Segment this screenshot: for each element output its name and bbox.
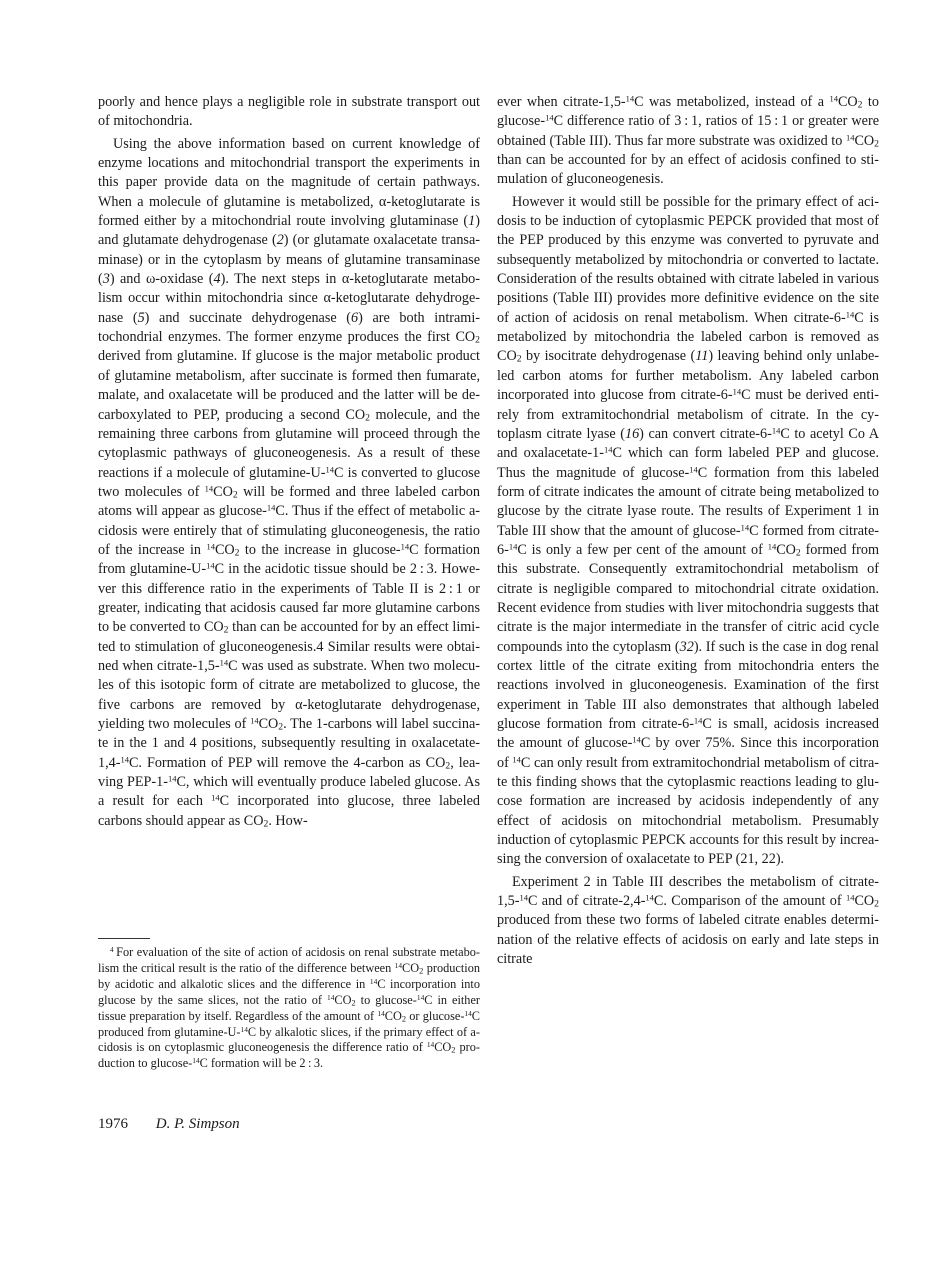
page-number: 1976	[98, 1116, 128, 1132]
right-text-column	[497, 93, 879, 969]
footnote-rule	[98, 938, 150, 939]
left-text-column	[98, 93, 480, 831]
paragraph: poorly and hence plays a negligible role in substrate transport out of mitochondria.	[98, 94, 480, 130]
page-footer	[98, 1114, 240, 1134]
footnote: $^4$ For evaluation of the site of action of acidosis on renal substrate metabolism the critical result is the ratio of the difference between $^{14}CO_2$ production by acidotic and alkalotic slices and the difference in $^{14}$C incorporation into glucose by the same slices, not the ratio of $^{14}CO_2$ to glucose-$^{14}$C in either tissue preparation by itself. Regardless of the amount of $^{14}CO_2$ or glucose-$^{14}$C produced from glutamine-U-$^{14}$C by alkalotic slices, if the primary effect of acidosis is on cytoplasmic gluconeogenesis the difference ratio of $^{14}CO_2$ production to glucose-$^{14}$C formation will be 2 : 3.	[98, 944, 481, 1071]
paragraph: Using the above information based on current knowledge of enzyme locations and mitochondrial transport the experiments in this paper provide data on the magnitude of certain pathways. When a molecule of glutamine is metabolized, α-ketoglutarate is formed either by a mitochondrial route involving glutaminase (1) and glutamate dehydrogenase (2) (or glutamate oxalacetate transaminase) or in the cytoplasm by means of glutamine transaminase (3) and ω-oxidase (4). The next steps in α-ketoglutarate metabolism occur within mitochondria since α-ketoglutarate dehydrogenase (5) and succinate dehydrogenase (6) are both intramitochondrial enzymes. The former enzyme produces the first $CO_2$ derived from glutamine. If glucose is the major metabolic product of glutamine metabolism, after succinate is formed then fumarate, malate, and oxalacetate will be produced and the latter will be decarboxylated to PEP, producing a second $CO_2$ molecule, and the remaining three carbons from glutamine will proceed through the cytoplasmic pathways of gluconeogenesis. As a result of these reactions if a molecule of glutamine-U-$^{14}$C is converted to glucose two molecules of $^{14}CO_2$ will be formed and three labeled carbon atoms will appear as glucose-$^{14}$C. Thus if the effect of metabolic acidosis were entirely that of stimulating gluconeogenesis, the ratio of the increase in $^{14}CO_2$ to the increase in glucose-$^{14}$C formation from glutamine-U-$^{14}$C in the acidotic tissue should be 2 : 3. However this difference ratio in the experiments of Table II is 2 : 1 or greater, indicating that acidosis caused far more glutamine carbons to be converted to $CO_2$ than can be accounted for by an effect limited to stimulation of gluconeogenesis.4 Similar results were obtained when citrate-1,5-$^{14}$C was used as substrate. When two molecules of this isotopic form of citrate are metabolized to glucose, the five carbons are removed by α-ketoglutarate dehydrogenase, yielding two molecules of $^{14}CO_2$. The 1-carbons will label succinate in the 1 and 4 positions, subsequently resulting in oxalacetate-1,4-$^{14}$C. Formation of PEP will remove the 4-carbon as $CO_2$, leaving PEP-1-$^{14}$C, which will eventually produce labeled glucose. As a result for each $^{14}$C incorporated into glucose, three labeled carbons should appear as $CO_2$. How-	[98, 135, 481, 830]
running-author: D. P. Simpson	[155, 1116, 240, 1132]
paragraph: However it would still be possible for the primary effect of acidosis to be induction of cytoplasmic PEPCK provided that most of the PEP produced by this enzyme was converted to pyruvate and subsequently metabolized by mitochondria or converted to lactate. Consideration of the results obtained with citrate labeled in various positions (Table III) provides more definitive evidence on the site of action of acidosis on renal metabolism. When citrate-6-$^{14}$C is metabolized by mitochondria the labeled carbon is removed as $CO_2$ by isocitrate dehydrogenase (11) leaving behind only unlabeled carbon atoms for further metabolism. Any labeled carbon incorporated into glucose from citrate-6-$^{14}$C must be derived entirely from extramitochondrial metabolism of citrate. In the cytoplasm citrate lyase (16) can convert citrate-6-$^{14}$C to acetyl Co A and oxalacetate-1-$^{14}$C which can form labeled PEP and glucose. Thus the magnitude of glucose-$^{14}$C formation from this labeled form of citrate indicates the amount of citrate being metabolized to glucose by the citrate lyase route. The results of Experiment 1 in Table III show that the amount of glucose-$^{14}$C formed from citrate-6-$^{14}$C is only a few per cent of the amount of $^{14}CO_2$ formed from this substrate. Consequently extramitochondrial metabolism of citrate is negligible compared to mitochondrial citrate oxidation. Recent evidence from studies with liver mitochondria suggests that citrate is the major intermediate in the transfer of citric acid cycle compounds into the cytoplasm (32). If such is the case in dog renal cortex little of the citrate exiting from mitochondria enters the reactions involved in gluconeogenesis. Examination of the first experiment in Table III also demonstrates that although labeled glucose formation from citrate-6-$^{14}$C is small, acidosis increased the amount of glucose-$^{14}$C by over 75%. Since this incorporation of $^{14}$C can only result from extramitochondrial metabolism of citrate this finding shows that the cytoplasmic reactions leading to glucose formation are increased by acidosis independently of any effect of acidosis on mitochondrial metabolism. Presumably induction of cytoplasmic PEPCK accounts for this result by increasing the conversion of oxalacetate to PEP (21, 22).	[497, 193, 880, 868]
paragraph: ever when citrate-1,5-$^{14}$C was metabolized, instead of a $^{14}CO_2$ to glucose-$^{14}$C difference ratio of 3 : 1, ratios of 15 : 1 or greater were obtained (Table III). Thus far more substrate was oxidized to $^{14}CO_2$ than can be accounted for by an effect of acidosis confined to stimulation of gluconeogenesis.	[497, 93, 879, 188]
paragraph: Experiment 2 in Table III describes the metabolism of citrate-1,5-$^{14}$C and of citrate-2,4-$^{14}$C. Comparison of the amount of $^{14}CO_2$ produced from these two forms of labeled citrate enables determination of the relative effects of acidosis on early and late steps in citrate	[497, 873, 879, 968]
